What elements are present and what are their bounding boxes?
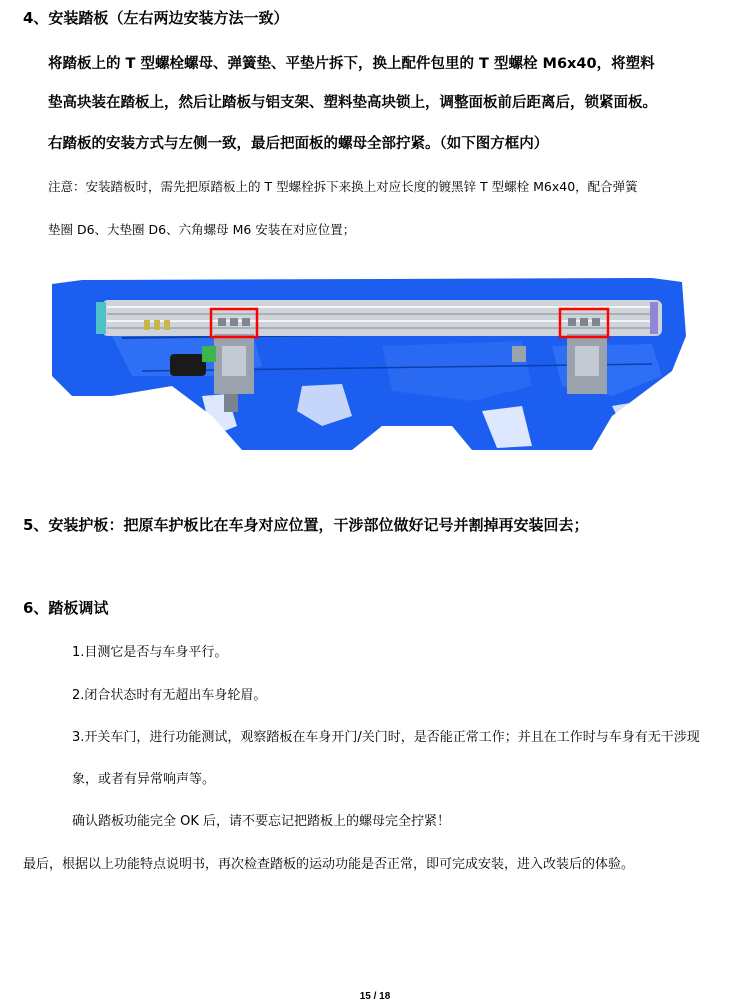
section-4-note-line-1: 注意：安装踏板时，需先把原踏板上的 T 型螺栓拆下来换上对应长度的镀黑锌 T 型螺栓 M6x40，配合弹簧	[48, 179, 638, 194]
section-4-heading: 4、安装踏板（左右两边安装方法一致）	[23, 9, 289, 27]
bracket-right	[567, 334, 607, 394]
bolt-cluster-left	[144, 320, 170, 330]
debug-item-3-line-1: 3.开关车门，进行功能测试，观察踏板在车身开门/关门时，是否能正常工作；并且在工作时与车身有无干涉现	[72, 730, 700, 745]
rail-end-cap-right	[650, 302, 658, 334]
bolts-right-highlight	[568, 318, 600, 326]
running-board-rail	[102, 300, 662, 336]
rail-end-cap-left	[96, 302, 106, 334]
page-number: 15 / 18	[359, 991, 391, 1002]
section-4-right-pedal-paragraph: 右踏板的安装方式与左侧一致，最后把面板的螺母全部拧紧。（如下图方框内）	[48, 136, 549, 152]
bolts-left-highlight	[218, 318, 250, 326]
middle-clip	[512, 346, 526, 362]
section-6-heading: 6、踏板调试	[23, 599, 109, 617]
confirm-tighten-note: 确认踏板功能完全 OK 后，请不要忘记把踏板上的螺母完全拧紧！	[72, 814, 451, 829]
section-4-paragraph-line-2: 垫高块装在踏板上，然后让踏板与铝支架、塑料垫高块锁上，调整面板前后距离后，锁紧面板。	[48, 95, 657, 111]
final-check-paragraph: 最后，根据以上功能特点说明书，再次检查踏板的运动功能是否正常，即可完成安装，进入改装后的体验。	[23, 857, 635, 872]
debug-item-3-line-2: 象，或者有异常响声等。	[72, 772, 216, 787]
section-4-paragraph-line-1: 将踏板上的 T 型螺栓螺母、弹簧垫、平垫片拆下，换上配件包里的 T 型螺栓 M6x40，将塑料	[48, 56, 655, 72]
debug-item-2: 2.闭合状态时有无超出车身轮眉。	[72, 688, 267, 703]
section-5-heading: 5、安装护板：把原车护板比在车身对应位置，干涉部位做好记号并割掉再安装回去；	[23, 516, 589, 534]
section-4-note-line-2: 垫圈 D6、大垫圈 D6、六角螺母 M6 安装在对应位置；	[48, 222, 356, 237]
running-board-install-figure	[52, 276, 686, 450]
debug-item-1: 1.目测它是否与车身平行。	[72, 645, 228, 660]
body-gap-4	[612, 401, 652, 436]
underbody-illustration	[52, 276, 686, 450]
